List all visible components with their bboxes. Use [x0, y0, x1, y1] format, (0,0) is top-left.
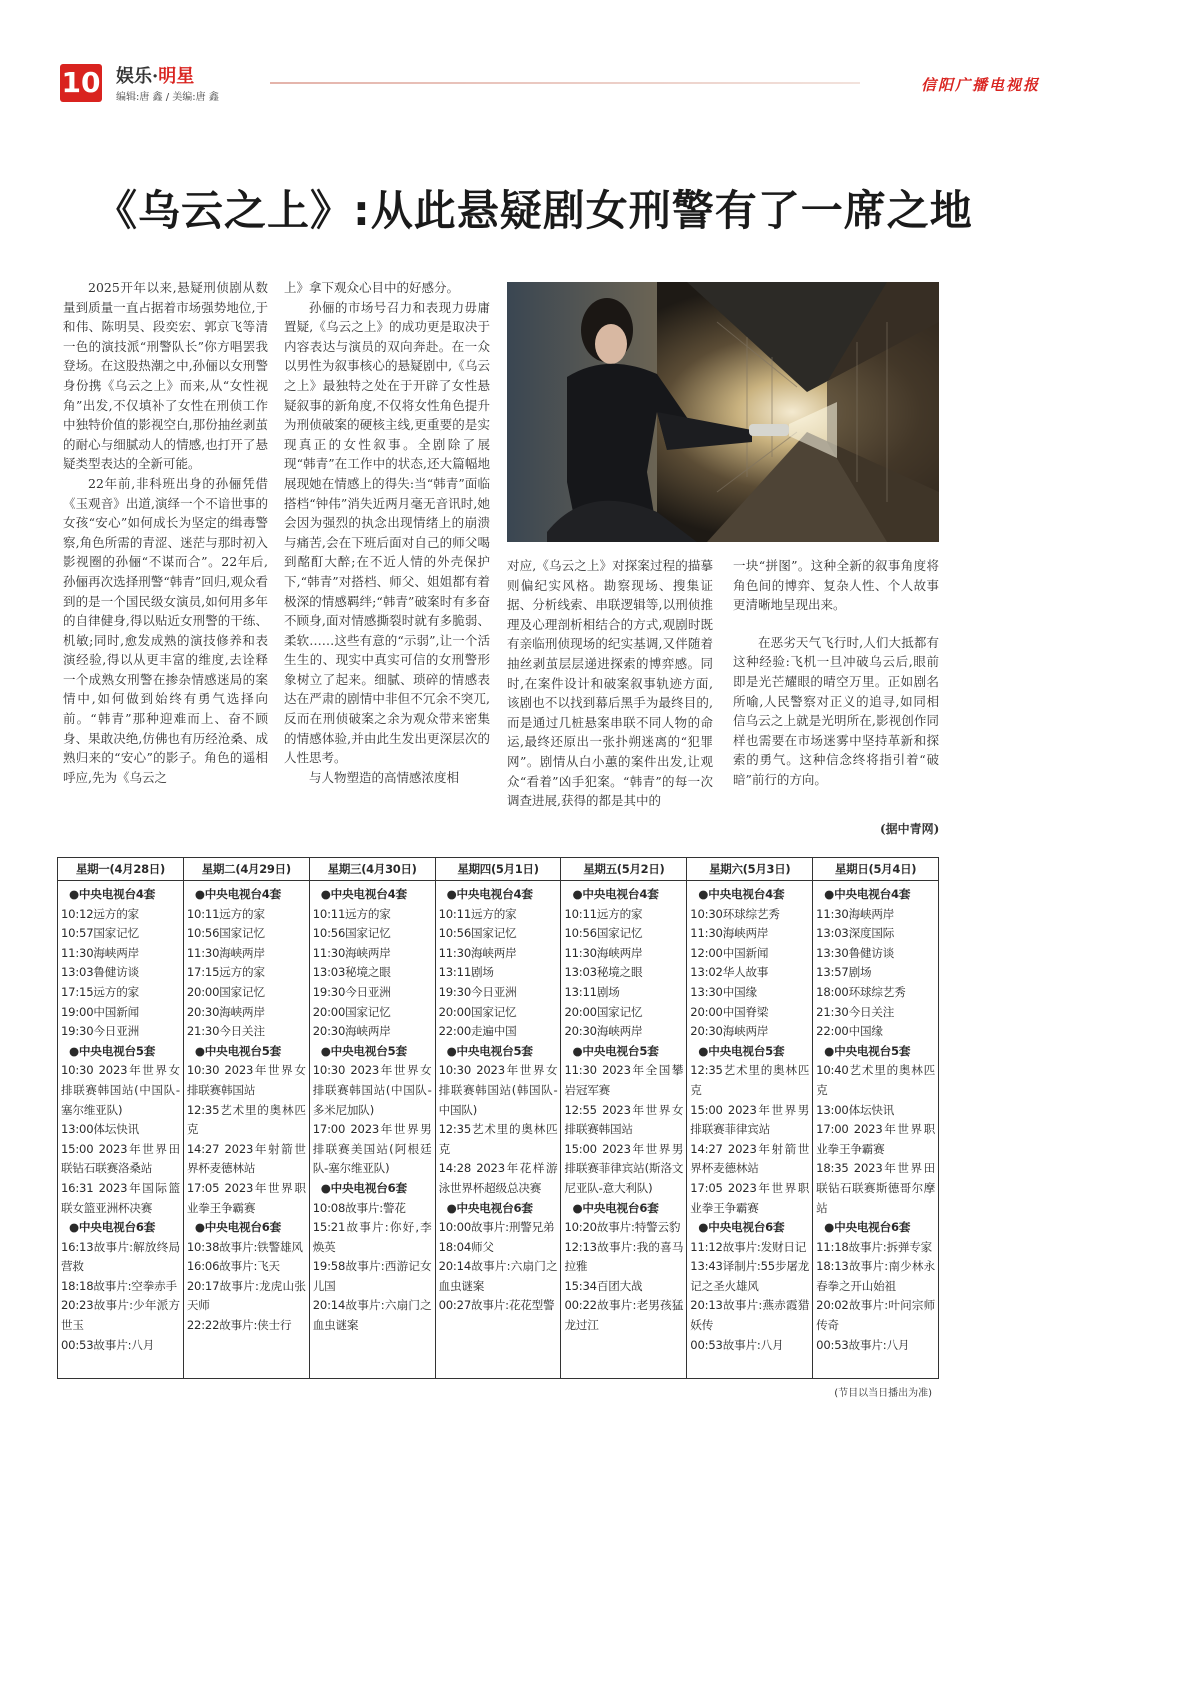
program-item: 15:34百团大战	[564, 1278, 643, 1293]
channel-label: ●中央电视台5套	[698, 1043, 785, 1058]
program-item: 12:55 2023年世界女排联赛韩国站	[564, 1102, 684, 1137]
program-item: 13:30中国缘	[690, 984, 757, 999]
program-item: 10:30 2023年世界女排联赛韩国站(韩国队-中国队)	[438, 1063, 558, 1117]
program-item: 10:56国家记忆	[564, 926, 643, 941]
paragraph: 与人物塑造的高情感浓度相	[309, 769, 460, 785]
program-item: 20:23故事片:少年派方世玉	[61, 1298, 180, 1333]
program-item: 12:00中国新闻	[690, 945, 769, 960]
schedule-day-body	[813, 881, 938, 1355]
program-item: 19:30今日亚洲	[438, 984, 517, 999]
program-item: 13:11剧场	[438, 965, 494, 980]
program-item: 13:00体坛快讯	[61, 1122, 139, 1137]
article-photo	[507, 282, 939, 542]
program-item: 11:30海峡两岸	[438, 945, 517, 960]
schedule-day-header: 星期五(5月2日)	[561, 858, 686, 881]
schedule-note: (节目以当日播出为准)	[834, 1388, 932, 1399]
program-item: 13:02华人故事	[690, 965, 769, 980]
program-item: 11:30海峡两岸	[564, 945, 643, 960]
program-item: 20:30海峡两岸	[690, 1024, 769, 1039]
paragraph: 22年前,非科班出身的孙俪凭借《玉观音》出道,演绎一个不谙世事的女孩“安心”如何成长为坚定的缉毒警察,角色所需的青涩、迷茫与那时初入影视圈的孙俪“不谋而合”。22年后,孙俪再次选择刑警“韩青”回归,观众看到的是一个国民级女演员,如何用多年的自律健身,得以贴近女刑警的干练、机敏;同时,愈发成熟的演技修养和表演经验,得以从更丰富的维度,去诠释一个成熟女刑警在掺杂情感迷局的案情中,如何做到始终有勇气选择向前。“韩青”那种迎难而上、奋不顾身、果敢决绝,仿佛也有历经沧桑、成熟归来的“安心”的影子。角色的遥相呼应,先为《乌云之	[63, 475, 268, 785]
paragraph: 孙俪的市场号召力和表现力毋庸置疑,《乌云之上》的成功更是取决于内容表达与演员的双向奔赴。在一众以男性为叙事核心的悬疑剧中,《乌云之上》最独特之处在于开辟了女性悬疑叙事的新角度,不仅将女性角色提升为刑侦破案的硬核主线,更重要的是实现真正的女性叙事。全剧除了展现“韩青”在工作中的状态,还大篇幅地展现她在情感上的得失:当“韩青”面临搭档“钟伟”消失近两月毫无音讯时,她会因为强烈的执念出现情绪上的崩溃与痛苦,会在下班后面对自己的师父喝到酩酊大醉;在不近人情的外壳保护下,“韩青”对搭档、师父、姐姐都有着极深的情感羁绊;“韩青”破案时有多奋不顾身,面对情感撕裂时就有多脆弱、柔软……这些有意的“示弱”,让一个活生生的、现实中真实可信的女刑警形象树立了起来。细腻、琐碎的情感表达在严肃的剧情中非但不冗余不突兀,反而在刑侦破案之余为观众带来密集的情感体验,并由此生发出更深层次的人性思考。	[284, 299, 490, 766]
program-item: 15:00 2023年世界男排联赛菲律宾站	[690, 1102, 810, 1137]
program-item: 10:20故事片:特警云豹	[564, 1220, 681, 1235]
channel-label: ●中央电视台5套	[572, 1043, 659, 1058]
program-item: 11:18故事片:拆弹专家	[816, 1239, 933, 1254]
channel-label: ●中央电视台5套	[446, 1043, 533, 1058]
channel-label: ●中央电视台6套	[572, 1200, 659, 1215]
program-item: 10:11远方的家	[186, 906, 265, 921]
program-item: 20:00中国脊梁	[690, 1004, 769, 1019]
article-column-3	[507, 556, 713, 811]
program-item: 17:00 2023年世界职业拳王争霸赛	[816, 1122, 936, 1156]
program-item: 14:27 2023年射箭世界杯麦德林站	[186, 1141, 306, 1176]
section-title	[116, 62, 194, 88]
schedule-day-column	[812, 858, 938, 1378]
program-item: 20:14故事片:六扇门之血虫谜案	[312, 1298, 432, 1333]
channel-label: ●中央电视台6套	[824, 1220, 911, 1235]
header-rule	[270, 82, 860, 84]
program-item: 10:57国家记忆	[61, 926, 139, 941]
paragraph: 一块“拼图”。这种全新的叙事角度将角色间的博弈、复杂人性、个人故事更清晰地呈现出来。	[733, 558, 939, 613]
program-item: 00:27故事片:花花型警	[438, 1298, 555, 1313]
program-item: 17:15远方的家	[61, 984, 139, 999]
program-item: 11:30 2023年全国攀岩冠军赛	[564, 1063, 684, 1097]
channel-label: ●中央电视台4套	[320, 887, 407, 901]
program-item: 10:11远方的家	[438, 906, 517, 921]
paper-name: 信阳广播电视报	[920, 76, 1040, 94]
program-item: 20:00国家记忆	[186, 984, 265, 999]
paragraph: 2025开年以来,悬疑刑侦剧从数量到质量一直占据着市场强势地位,于和伟、陈明昊、段奕宏、郭京飞等清一色的演技派“刑警队长”你方唱罢我登场。在这股热潮之中,孙俪以女刑警身份携《乌云之上》而来,从“女性视角”出发,不仅填补了女性在刑侦工作中独特价值的影视空白,那份抽丝剥茧的耐心与细腻动人的情感,也打开了悬疑类型表达的全新可能。	[63, 280, 268, 472]
program-item: 10:38故事片:铁警雄风	[186, 1239, 303, 1254]
schedule-day-column	[435, 858, 561, 1378]
schedule-day-header: 星期二(4月29日)	[184, 858, 309, 881]
program-item: 13:43译制片:55步屠龙记之圣火雄风	[690, 1259, 810, 1293]
program-item: 10:12远方的家	[61, 906, 139, 921]
section-main: 娱乐·	[116, 66, 159, 87]
paragraph: 对应,《乌云之上》对探案过程的描摹则偏纪实风格。勘察现场、搜集证据、分析线索、串联逻辑等,以刑侦推理及心理剖析相结合的方式,观剧时既有亲临刑侦现场的纪实基调,又伴随着抽丝剥茧层层递进探索的博弈感。同时,在案件设计和破案叙事轨迹方面,该剧也不以找到幕后黑手为最终目的,而是通过几桩悬案串联不同人物的命运,最终还原出一张扑朔迷离的“犯罪网”。剧情从白小蕙的案件出发,让观众“看着”凶手犯案。“韩青”的每一次调查进展,获得的都是其中的	[507, 558, 713, 809]
program-item: 13:03鲁健访谈	[61, 965, 139, 980]
program-item: 12:35艺术里的奥林匹克	[690, 1063, 810, 1097]
channel-label: ●中央电视台5套	[69, 1043, 156, 1058]
program-item: 11:30海峡两岸	[690, 926, 769, 941]
program-item: 16:13故事片:解放终局营救	[61, 1239, 180, 1274]
photo-woman-flashlight-tunnel-icon	[507, 282, 939, 542]
schedule-day-header: 星期一(4月28日)	[58, 858, 183, 881]
program-item: 13:00体坛快讯	[816, 1102, 895, 1117]
channel-label: ●中央电视台5套	[320, 1043, 407, 1058]
schedule-day-body	[561, 881, 686, 1336]
program-item: 14:28 2023年花样游泳世界杯超级总决赛	[438, 1161, 558, 1195]
program-item: 20:02故事片:叶问宗师传奇	[816, 1298, 936, 1333]
program-item: 20:30海峡两岸	[312, 1024, 391, 1039]
program-item: 20:30海峡两岸	[186, 1004, 265, 1019]
schedule-day-body	[184, 881, 309, 1336]
program-item: 13:03秘境之眼	[312, 965, 391, 980]
program-item: 10:30 2023年世界女排联赛韩国站(中国队-多米尼加队)	[312, 1063, 432, 1117]
program-item: 16:31 2023年国际篮联女篮亚洲杯决赛	[61, 1180, 180, 1215]
program-item: 10:56国家记忆	[438, 926, 517, 941]
channel-label: ●中央电视台5套	[824, 1043, 911, 1058]
program-item: 18:04师父	[438, 1239, 494, 1254]
schedule-day-body	[436, 881, 561, 1316]
channel-label: ●中央电视台6套	[320, 1180, 407, 1195]
schedule-day-column	[686, 858, 812, 1378]
program-item: 17:05 2023年世界职业拳王争霸赛	[186, 1180, 306, 1215]
schedule-day-body	[687, 881, 812, 1355]
channel-label: ●中央电视台5套	[194, 1043, 282, 1058]
program-item: 20:30海峡两岸	[564, 1024, 643, 1039]
section-sub: 明星	[158, 66, 195, 87]
program-item: 19:30今日亚洲	[61, 1024, 139, 1039]
program-item: 12:35艺术里的奥林匹克	[438, 1122, 558, 1156]
channel-label: ●中央电视台4套	[69, 887, 156, 901]
channel-label: ●中央电视台6套	[446, 1200, 533, 1215]
program-item: 18:18故事片:空拳赤手	[61, 1278, 177, 1293]
program-item: 10:11远方的家	[312, 906, 391, 921]
program-item: 10:30环球综艺秀	[690, 906, 780, 921]
schedule-day-body	[58, 881, 183, 1355]
program-item: 20:17故事片:龙虎山张天师	[186, 1278, 306, 1313]
program-item: 18:35 2023年世界田联钻石联赛斯德哥尔摩站	[816, 1161, 936, 1215]
program-item: 17:00 2023年世界男排联赛美国站(阿根廷队-塞尔维亚队)	[312, 1122, 432, 1176]
program-item: 10:11远方的家	[564, 906, 643, 921]
program-item: 10:40艺术里的奥林匹克	[816, 1063, 936, 1097]
program-item: 15:00 2023年世界男排联赛菲律宾站(斯洛文尼亚队-意大利队)	[564, 1141, 684, 1195]
program-item: 17:15远方的家	[186, 965, 265, 980]
page-number: 10	[60, 64, 102, 102]
program-item: 10:08故事片:警花	[312, 1200, 406, 1215]
program-item: 11:30海峡两岸	[61, 945, 139, 960]
program-item: 22:00中国缘	[816, 1024, 883, 1039]
program-item: 22:00走遍中国	[438, 1024, 517, 1039]
program-item: 21:30今日关注	[186, 1024, 265, 1039]
program-item: 11:30海峡两岸	[186, 945, 265, 960]
page-header	[60, 64, 1040, 104]
program-item: 13:03深度国际	[816, 926, 895, 941]
program-item: 13:11剧场	[564, 984, 620, 999]
article-column-4	[733, 556, 939, 790]
schedule-day-column	[183, 858, 309, 1378]
channel-label: ●中央电视台6套	[69, 1220, 156, 1235]
program-item: 18:00环球综艺秀	[816, 984, 906, 999]
program-item: 00:53故事片:八月	[690, 1337, 784, 1352]
tv-schedule-table	[57, 857, 939, 1379]
program-item: 20:00国家记忆	[312, 1004, 391, 1019]
program-item: 19:00中国新闻	[61, 1004, 139, 1019]
channel-label: ●中央电视台4套	[824, 887, 911, 901]
program-item: 10:30 2023年世界女排联赛韩国站	[186, 1063, 306, 1097]
program-item: 15:00 2023年世界田联钻石联赛洛桑站	[61, 1141, 180, 1176]
program-item: 22:22故事片:侠士行	[186, 1318, 292, 1333]
schedule-day-header: 星期六(5月3日)	[687, 858, 812, 881]
program-item: 14:27 2023年射箭世界杯麦德林站	[690, 1141, 810, 1176]
program-item: 13:30鲁健访谈	[816, 945, 895, 960]
program-item: 00:22故事片:老男孩猛龙过江	[564, 1298, 684, 1333]
channel-label: ●中央电视台6套	[194, 1220, 282, 1235]
program-item: 10:00故事片:刑警兄弟	[438, 1220, 555, 1235]
program-item: 20:13故事片:燕赤霞猎妖传	[690, 1298, 810, 1333]
paragraph: 在恶劣天气飞行时,人们大抵都有这种经验:飞机一旦冲破乌云后,眼前即是光芒耀眼的晴空万里。正如剧名所喻,人民警察对正义的追寻,如同相信乌云之上就是光明所在,影视创作同样也需要在市场迷雾中坚持革新和探索的勇气。这种信念终将指引着“破暗”前行的方向。	[733, 634, 939, 787]
program-item: 10:30 2023年世界女排联赛韩国站(中国队-塞尔维亚队)	[61, 1063, 180, 1117]
channel-label: ●中央电视台6套	[698, 1220, 785, 1235]
program-item: 10:56国家记忆	[186, 926, 265, 941]
program-item: 11:30海峡两岸	[816, 906, 895, 921]
editor-line: 编辑:唐 鑫 / 美编:唐 鑫	[116, 92, 219, 103]
schedule-day-header: 星期三(4月30日)	[310, 858, 435, 881]
program-item: 19:58故事片:西游记女儿国	[312, 1259, 432, 1293]
program-item: 12:13故事片:我的喜马拉雅	[564, 1239, 684, 1274]
program-item: 12:35艺术里的奥林匹克	[186, 1102, 306, 1137]
program-item: 00:53故事片:八月	[816, 1337, 910, 1352]
schedule-day-column	[58, 858, 183, 1378]
article-source: (据中青网)	[880, 822, 940, 836]
program-item: 18:13故事片:南少林永春拳之开山始祖	[816, 1259, 936, 1293]
article-title: 《乌云之上》:从此悬疑剧女刑警有了一席之地	[95, 186, 973, 235]
program-item: 20:00国家记忆	[438, 1004, 517, 1019]
channel-label: ●中央电视台4套	[572, 887, 659, 901]
channel-label: ●中央电视台4套	[446, 887, 533, 901]
article-column-2	[284, 278, 490, 787]
schedule-day-column	[309, 858, 435, 1378]
schedule-day-header: 星期日(5月4日)	[813, 858, 938, 881]
program-item: 15:21故事片:你好,李焕英	[312, 1220, 432, 1254]
channel-label: ●中央电视台4套	[194, 887, 282, 901]
schedule-day-body	[310, 881, 435, 1336]
schedule-day-column	[560, 858, 686, 1378]
program-item: 13:57剧场	[816, 965, 872, 980]
paragraph: 上》拿下观众心目中的好感分。	[284, 280, 460, 295]
program-item: 16:06故事片:飞天	[186, 1259, 280, 1274]
channel-label: ●中央电视台4套	[698, 887, 785, 901]
program-item: 10:56国家记忆	[312, 926, 391, 941]
program-item: 13:03秘境之眼	[564, 965, 643, 980]
program-item: 11:12故事片:发财日记	[690, 1239, 807, 1254]
program-item: 19:30今日亚洲	[312, 984, 391, 999]
program-item: 11:30海峡两岸	[312, 945, 391, 960]
program-item: 00:53故事片:八月	[61, 1337, 155, 1352]
program-item: 20:00国家记忆	[564, 1004, 643, 1019]
article-column-1	[63, 278, 268, 787]
program-item: 21:30今日关注	[816, 1004, 895, 1019]
schedule-day-header: 星期四(5月1日)	[436, 858, 561, 881]
program-item: 20:14故事片:六扇门之血虫谜案	[438, 1259, 558, 1293]
program-item: 17:05 2023年世界职业拳王争霸赛	[690, 1180, 810, 1215]
